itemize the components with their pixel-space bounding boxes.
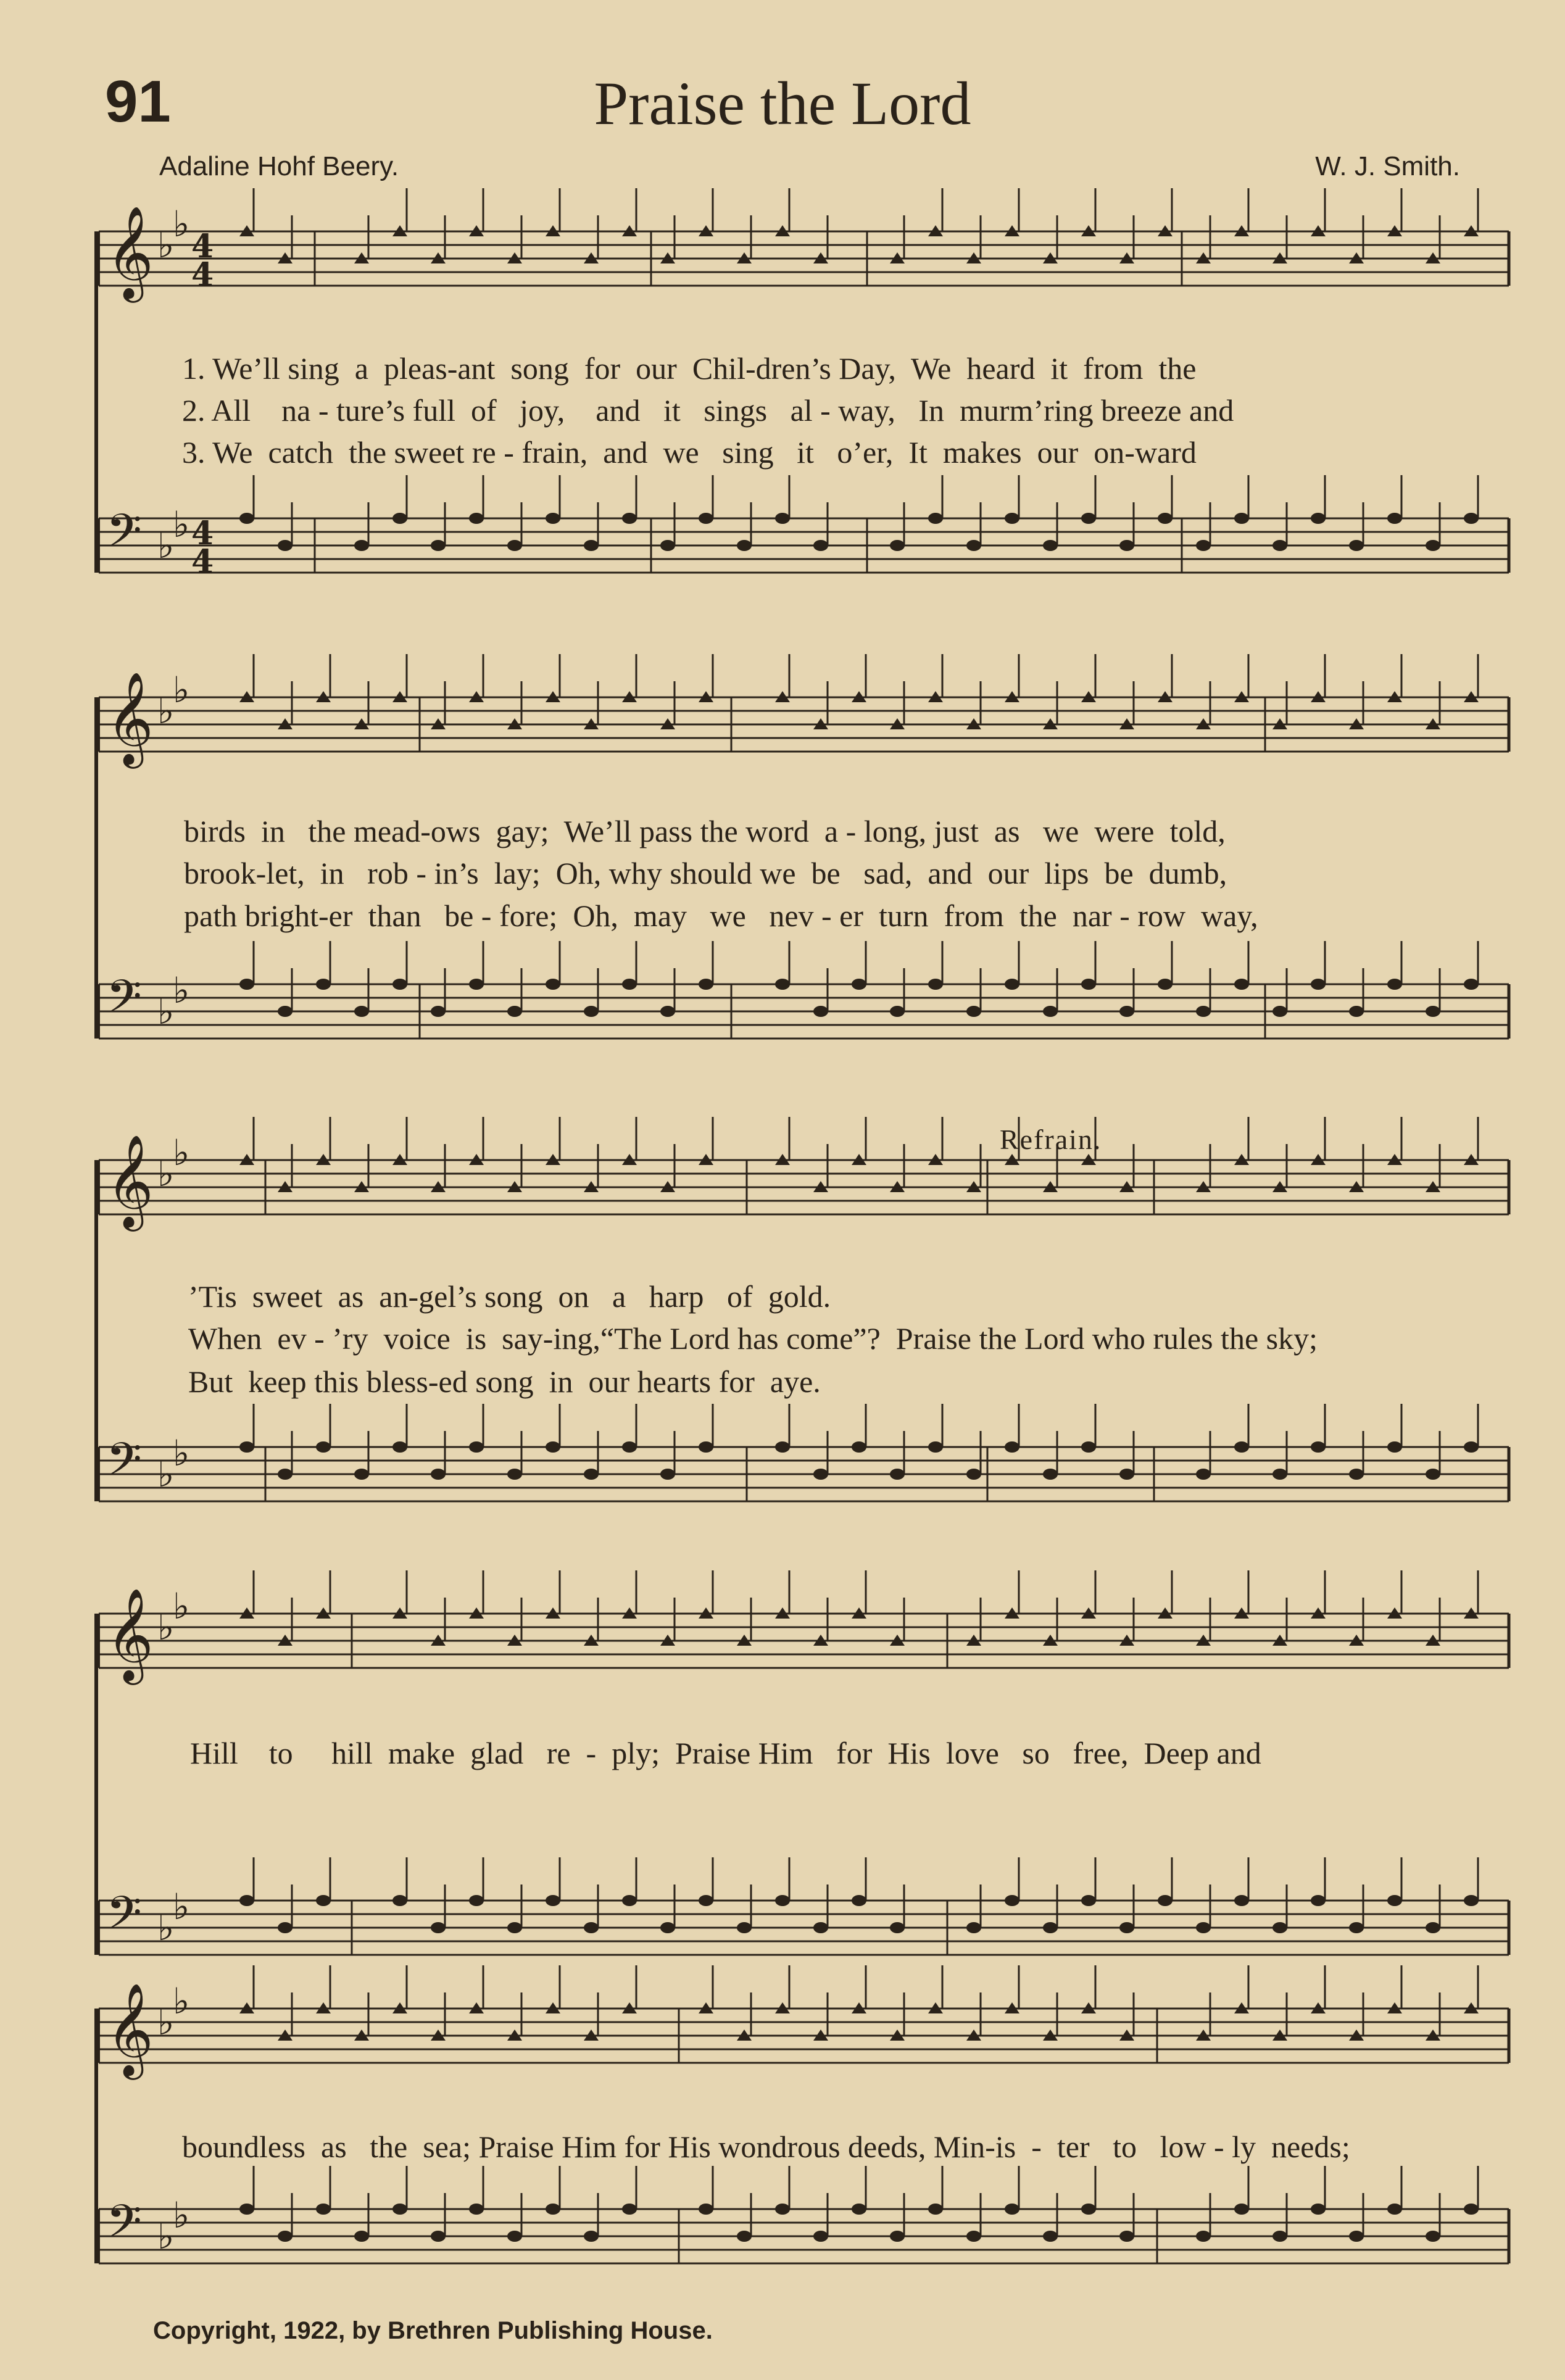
note-head xyxy=(1043,2231,1058,2242)
verse2-line1: 2. All na - ture’s full of joy, and it sings al - way, In murm’ring breeze and xyxy=(182,393,1234,428)
note-head xyxy=(966,1922,981,1933)
note-head xyxy=(775,1895,790,1906)
key-signature-flat-icon: ♭ xyxy=(157,525,175,566)
note-head xyxy=(316,2204,331,2215)
verse1-line3: ’Tis sweet as an-gel’s song on a harp of gold. xyxy=(188,1279,831,1314)
note-head xyxy=(584,1922,599,1933)
note-head xyxy=(1234,2204,1249,2215)
note-head xyxy=(928,513,943,524)
note-head xyxy=(928,1441,943,1453)
note-head xyxy=(278,540,293,551)
copyright-notice: Copyright, 1922, by Brethren Publishing House. xyxy=(153,2317,713,2344)
note-head xyxy=(1387,2204,1402,2215)
note-head xyxy=(1311,2204,1326,2215)
note-head xyxy=(431,1469,446,1480)
note-head xyxy=(1387,1895,1402,1906)
note-head xyxy=(1196,1922,1211,1933)
note-head xyxy=(354,1469,369,1480)
note-head xyxy=(1119,1469,1134,1480)
note-head xyxy=(660,1006,675,1017)
note-head xyxy=(737,540,752,551)
note-head xyxy=(239,513,254,524)
note-head xyxy=(890,2231,905,2242)
note-head xyxy=(1119,1006,1134,1017)
note-head xyxy=(1081,2204,1096,2215)
note-head xyxy=(966,2231,981,2242)
note-head xyxy=(852,1895,866,1906)
verse1-line1: 1. We’ll sing a pleas-ant song for our Chil-dren’s Day, We heard it from the xyxy=(182,351,1197,386)
note-head xyxy=(813,1469,828,1480)
note-head xyxy=(546,1895,560,1906)
note-head xyxy=(507,1922,522,1933)
note-head xyxy=(507,1469,522,1480)
note-head xyxy=(928,2204,943,2215)
note-head xyxy=(890,540,905,551)
note-head xyxy=(699,979,713,990)
verse3-line1: 3. We catch the sweet re - frain, and we sing it o’er, It makes our on-ward xyxy=(182,435,1197,470)
note-head xyxy=(507,1006,522,1017)
note-head xyxy=(1043,1006,1058,1017)
note-head xyxy=(354,1006,369,1017)
note-head xyxy=(890,1469,905,1480)
note-head xyxy=(890,1922,905,1933)
note-head xyxy=(1234,513,1249,524)
note-head xyxy=(1272,1469,1287,1480)
note-head xyxy=(1043,540,1058,551)
key-signature-flat-icon: ♭ xyxy=(157,1907,175,1949)
time-signature-bottom: 4 xyxy=(191,256,214,294)
key-signature-flat-icon: ♭ xyxy=(173,1886,190,1928)
note-head xyxy=(546,1441,560,1453)
note-head xyxy=(813,540,828,551)
verse2-line2: brook-let, in rob - in’s lay; Oh, why should we be sad, and our lips be dumb, xyxy=(184,856,1227,890)
note-head xyxy=(737,1922,752,1933)
note-head xyxy=(1005,1441,1019,1453)
bass-clef-icon: 𝄢 xyxy=(106,1886,142,1951)
note-head xyxy=(278,1469,293,1480)
refrain-label: Refrain. xyxy=(1000,1124,1102,1155)
note-head xyxy=(1119,2231,1134,2242)
verse1-line2: birds in the mead-ows gay; We’ll pass the word a - long, just as we were told, xyxy=(184,814,1226,848)
note-head xyxy=(1426,1469,1440,1480)
author-credit: Adaline Hohf Beery. xyxy=(159,151,399,181)
verse3-line3: But keep this bless-ed song in our hearts for aye. xyxy=(188,1364,821,1399)
key-signature-flat-icon: ♭ xyxy=(173,969,190,1011)
key-signature-flat-icon: ♭ xyxy=(173,1132,190,1174)
key-signature-flat-icon: ♭ xyxy=(173,1585,190,1627)
note-head xyxy=(392,1441,407,1453)
note-head xyxy=(1119,540,1134,551)
note-head xyxy=(1272,2231,1287,2242)
time-signature-top: 4 xyxy=(191,515,214,552)
verse2-line3: When ev - ’ry voice is say-ing,“The Lord has come”? Praise the Lord who rules the sky; xyxy=(188,1321,1318,1356)
note-head xyxy=(1426,1922,1440,1933)
note-head xyxy=(1464,1895,1479,1906)
note-head xyxy=(1387,1441,1402,1453)
note-head xyxy=(354,540,369,551)
note-head xyxy=(813,1006,828,1017)
treble-clef-icon: 𝄞 xyxy=(106,1982,154,2076)
note-head xyxy=(1272,1922,1287,1933)
key-signature-flat-icon: ♭ xyxy=(157,990,175,1032)
note-head xyxy=(1081,1441,1096,1453)
note-head xyxy=(775,1441,790,1453)
note-head xyxy=(1234,1441,1249,1453)
note-head xyxy=(1196,540,1211,551)
note-head xyxy=(239,979,254,990)
note-head xyxy=(699,2204,713,2215)
note-head xyxy=(1349,1469,1364,1480)
key-signature-flat-icon: ♭ xyxy=(157,1153,175,1195)
note-head xyxy=(1426,1006,1440,1017)
key-signature-flat-icon: ♭ xyxy=(173,1980,190,2022)
note-head xyxy=(1043,1922,1058,1933)
note-head xyxy=(316,1441,331,1453)
note-head xyxy=(928,979,943,990)
note-head xyxy=(1043,1469,1058,1480)
note-head xyxy=(546,2204,560,2215)
note-head xyxy=(737,2231,752,2242)
note-head xyxy=(966,1469,981,1480)
note-head xyxy=(584,2231,599,2242)
note-head xyxy=(392,1895,407,1906)
note-head xyxy=(1349,540,1364,551)
note-head xyxy=(775,513,790,524)
note-head xyxy=(1464,1441,1479,1453)
note-head xyxy=(660,1922,675,1933)
note-head xyxy=(431,1006,446,1017)
note-head xyxy=(1005,979,1019,990)
note-head xyxy=(1158,979,1173,990)
note-head xyxy=(316,1895,331,1906)
note-head xyxy=(1272,540,1287,551)
note-head xyxy=(469,1441,484,1453)
note-head xyxy=(1311,1441,1326,1453)
hymn-title: Praise the Lord xyxy=(594,69,971,138)
bass-clef-icon: 𝄢 xyxy=(106,1433,142,1498)
note-head xyxy=(354,2231,369,2242)
key-signature-flat-icon: ♭ xyxy=(173,2194,190,2236)
key-signature-flat-icon: ♭ xyxy=(157,1606,175,1648)
note-head xyxy=(813,2231,828,2242)
treble-clef-icon: 𝄞 xyxy=(106,1134,154,1227)
note-head xyxy=(775,979,790,990)
note-head xyxy=(966,1006,981,1017)
note-head xyxy=(660,540,675,551)
note-head xyxy=(699,513,713,524)
note-head xyxy=(1426,2231,1440,2242)
key-signature-flat-icon: ♭ xyxy=(173,1432,190,1474)
note-head xyxy=(1349,1922,1364,1933)
note-head xyxy=(469,979,484,990)
key-signature-flat-icon: ♭ xyxy=(173,504,190,545)
note-head xyxy=(622,513,637,524)
note-head xyxy=(1196,1006,1211,1017)
note-head xyxy=(1081,979,1096,990)
note-head xyxy=(316,979,331,990)
note-head xyxy=(584,1469,599,1480)
note-head xyxy=(584,1006,599,1017)
key-signature-flat-icon: ♭ xyxy=(173,203,190,245)
note-head xyxy=(1005,1895,1019,1906)
note-head xyxy=(392,2204,407,2215)
note-head xyxy=(852,979,866,990)
note-head xyxy=(278,1006,293,1017)
note-head xyxy=(546,513,560,524)
treble-clef-icon: 𝄞 xyxy=(106,205,154,299)
note-head xyxy=(1387,979,1402,990)
note-head xyxy=(1196,1469,1211,1480)
refrain-line2: boundless as the sea; Praise Him for His wondrous deeds, Min-is - ter to low - ly needs; xyxy=(182,2129,1350,2164)
note-head xyxy=(1311,979,1326,990)
note-head xyxy=(1311,1895,1326,1906)
note-head xyxy=(1005,2204,1019,2215)
key-signature-flat-icon: ♭ xyxy=(157,1453,175,1495)
note-head xyxy=(278,2231,293,2242)
note-head xyxy=(431,2231,446,2242)
note-head xyxy=(1081,513,1096,524)
note-head xyxy=(584,540,599,551)
note-head xyxy=(622,2204,637,2215)
note-head xyxy=(1464,979,1479,990)
note-head xyxy=(622,1895,637,1906)
key-signature-flat-icon: ♭ xyxy=(157,690,175,732)
note-head xyxy=(775,2204,790,2215)
note-head xyxy=(1387,513,1402,524)
note-head xyxy=(431,1922,446,1933)
note-head xyxy=(469,513,484,524)
note-head xyxy=(507,540,522,551)
note-head xyxy=(392,979,407,990)
note-head xyxy=(699,1441,713,1453)
note-head xyxy=(278,1922,293,1933)
note-head xyxy=(813,1922,828,1933)
note-head xyxy=(1349,2231,1364,2242)
note-head xyxy=(1426,540,1440,551)
note-head xyxy=(239,2204,254,2215)
note-head xyxy=(546,979,560,990)
treble-clef-icon: 𝄞 xyxy=(106,1587,154,1681)
note-head xyxy=(239,1441,254,1453)
note-head xyxy=(1119,1922,1134,1933)
bass-clef-icon: 𝄢 xyxy=(106,2195,142,2260)
treble-clef-icon: 𝄞 xyxy=(106,671,154,765)
note-head xyxy=(507,2231,522,2242)
key-signature-flat-icon: ♭ xyxy=(157,2001,175,2043)
note-head xyxy=(1464,2204,1479,2215)
note-head xyxy=(1272,1006,1287,1017)
verse3-line2: path bright-er than be - fore; Oh, may we nev - er turn from the nar - row way, xyxy=(184,898,1258,933)
note-head xyxy=(1158,1895,1173,1906)
bass-clef-icon: 𝄢 xyxy=(106,504,142,569)
bass-clef-icon: 𝄢 xyxy=(106,970,142,1035)
note-head xyxy=(469,1895,484,1906)
note-head xyxy=(1158,513,1173,524)
note-head xyxy=(966,540,981,551)
note-head xyxy=(392,513,407,524)
note-head xyxy=(1349,1006,1364,1017)
key-signature-flat-icon: ♭ xyxy=(173,669,190,711)
note-head xyxy=(660,1469,675,1480)
note-head xyxy=(890,1006,905,1017)
key-signature-flat-icon: ♭ xyxy=(157,224,175,266)
note-head xyxy=(852,1441,866,1453)
note-head xyxy=(622,979,637,990)
time-signature-bottom: 4 xyxy=(191,543,214,581)
note-head xyxy=(1081,1895,1096,1906)
refrain-line1: Hill to hill make glad re - ply; Praise Him for His love so free, Deep and xyxy=(190,1736,1261,1770)
note-head xyxy=(239,1895,254,1906)
note-head xyxy=(1234,1895,1249,1906)
note-head xyxy=(1311,513,1326,524)
note-head xyxy=(431,540,446,551)
time-signature-top: 4 xyxy=(191,228,214,265)
note-head xyxy=(622,1441,637,1453)
key-signature-flat-icon: ♭ xyxy=(157,2215,175,2257)
composer-credit: W. J. Smith. xyxy=(1315,151,1460,181)
hymn-number: 91 xyxy=(105,68,171,135)
note-head xyxy=(1005,513,1019,524)
note-head xyxy=(852,2204,866,2215)
note-head xyxy=(1464,513,1479,524)
note-head xyxy=(469,2204,484,2215)
note-head xyxy=(1234,979,1249,990)
note-head xyxy=(1196,2231,1211,2242)
note-head xyxy=(699,1895,713,1906)
